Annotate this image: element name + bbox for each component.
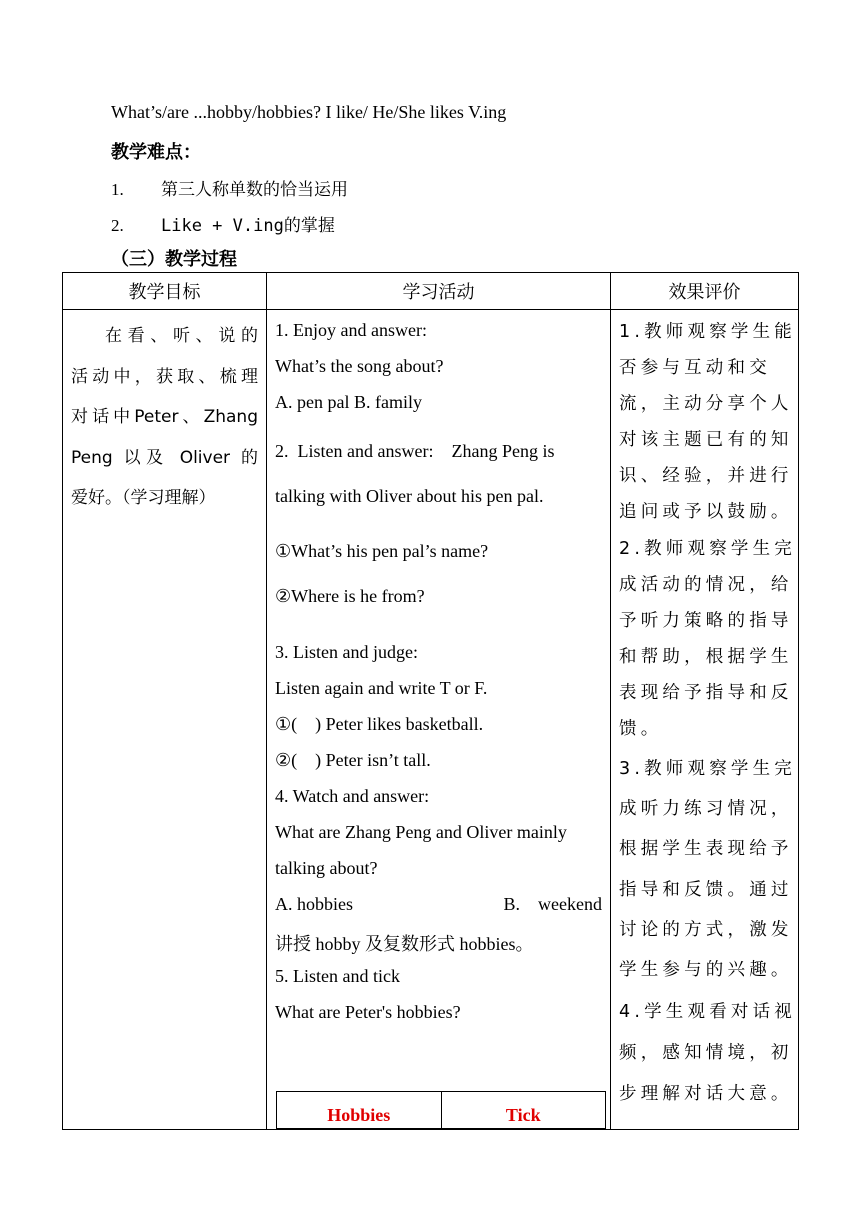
activity-line: 讲授 hobby 及复数形式 hobbies。 (275, 934, 534, 954)
evaluation-line: 追问或予以鼓励。 (619, 502, 793, 522)
activity-line: 1. Enjoy and answer: (275, 320, 427, 340)
evaluation-line: 和帮助，根据学生 (619, 647, 793, 667)
activity-line: ②( ) Peter isn’t tall. (275, 750, 431, 770)
evaluation-line: 对该主题已有的知 (619, 430, 793, 450)
goal-line: Peng 以及 Oliver 的 (71, 447, 258, 468)
table-row (277, 1092, 606, 1129)
table-row (63, 310, 799, 1130)
goal-line: 爱好。（学习理解） (71, 488, 216, 508)
difficulty-item-2 (111, 211, 335, 236)
evaluation-line: 否参与互动和交 (619, 358, 771, 378)
activity-line: A. pen pal B. family (275, 392, 422, 412)
activity-line: What are Zhang Peng and Oliver mainly (275, 822, 567, 842)
section-title: （三）教学过程 (111, 249, 237, 270)
activity-line: ②Where is he from? (275, 586, 425, 606)
goal-line: 活动中，获取、梳理 (71, 366, 258, 387)
activity-line: 3. Listen and judge: (275, 642, 418, 662)
evaluation-line: 步理解对话大意。 (619, 1084, 793, 1104)
header-goal: 教学目标 (63, 273, 267, 310)
hobbies-header: Hobbies (277, 1092, 442, 1129)
header-evaluation: 效果评价 (611, 273, 799, 310)
goal-cell (63, 310, 267, 1130)
evaluation-line: 讨论的方式，激发 (619, 920, 793, 940)
item-number: 1. (111, 180, 124, 199)
evaluation-line: 频，感知情境，初 (619, 1043, 793, 1063)
goal-line: 对话中Peter、Zhang (71, 407, 258, 427)
activity-line: Listen again and write T or F. (275, 678, 488, 698)
goal-line: 在看、听、说的 (105, 326, 258, 346)
activity-line: What are Peter's hobbies? (275, 1002, 461, 1022)
activity-line: ①What’s his pen pal’s name? (275, 541, 489, 561)
activity-line: B. weekend (503, 894, 602, 914)
evaluation-line: 予听力策略的指导 (619, 611, 793, 631)
evaluation-line: 指导和反馈。通过 (619, 880, 793, 900)
difficulty-title: 教学难点： (111, 142, 201, 163)
intro-sentence: What’s/are ...hobby/hobbies? I like/ He/She likes V.ing (111, 102, 507, 122)
evaluation-line: 3.教师观察学生完 (619, 759, 796, 779)
evaluation-line: 识、经验，并进行 (619, 466, 793, 486)
evaluation-line: 4.学生观看对话视 (619, 1002, 796, 1022)
activity-line: A. hobbies (275, 894, 353, 914)
difficulty-item-1 (111, 175, 348, 200)
teaching-process-table (62, 272, 799, 1130)
activity-line: ①( ) Peter likes basketball. (275, 714, 484, 734)
evaluation-line: 流，主动分享个人 (619, 394, 793, 414)
header-activity: 学习活动 (267, 273, 611, 310)
evaluation-line: 1.教师观察学生能 (619, 322, 796, 342)
table-header-row (63, 273, 799, 310)
activity-line: talking about? (275, 858, 378, 878)
evaluation-line: 根据学生表现给予 (619, 839, 793, 859)
activity-line: 2. Listen and answer: Zhang Peng is (275, 441, 555, 461)
activity-line: 4. Watch and answer: (275, 786, 430, 806)
activity-cell (267, 310, 611, 1130)
hobbies-tick-table (276, 1091, 606, 1129)
evaluation-line: 表现给予指导和反 (619, 683, 793, 703)
activity-line: What’s the song about? (275, 356, 444, 376)
evaluation-line: 成活动的情况，给 (619, 575, 793, 595)
evaluation-line: 成听力练习情况， (619, 799, 793, 819)
evaluation-line: 学生参与的兴趣。 (619, 960, 793, 980)
item-text: Like + V.ing的掌握 (161, 216, 335, 236)
activity-line: talking with Oliver about his pen pal. (275, 486, 544, 506)
activity-line: 5. Listen and tick (275, 966, 400, 986)
item-text: 第三人称单数的恰当运用 (161, 180, 348, 200)
item-number: 2. (111, 216, 124, 235)
evaluation-line: 2.教师观察学生完 (619, 539, 796, 559)
tick-header: Tick (441, 1092, 606, 1129)
evaluation-cell (611, 310, 799, 1130)
evaluation-line: 馈。 (619, 719, 663, 739)
